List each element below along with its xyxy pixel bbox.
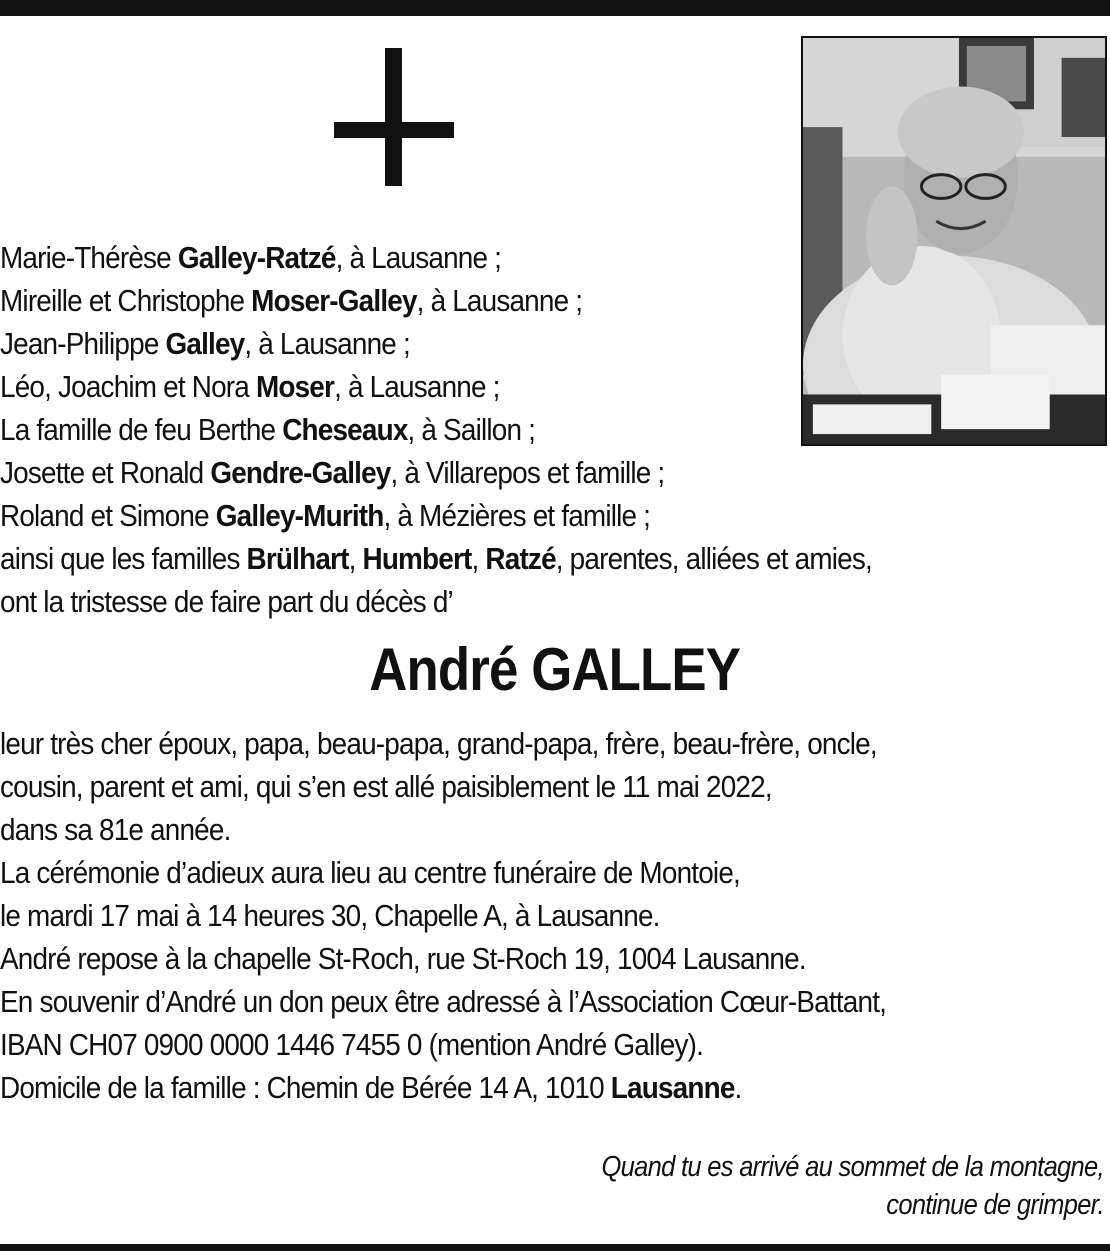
family-line: Josette et Ronald Gendre-Galley, à Villarepos et famille ; bbox=[0, 455, 665, 490]
family-line: Mireille et Christophe Moser-Galley, à Lausanne ; bbox=[0, 283, 583, 318]
family-list bbox=[0, 236, 872, 623]
body-line: En souvenir d’André un don peux être adressé à l’Association Cœur-Battant, bbox=[0, 984, 887, 1019]
family-line: Léo, Joachim et Nora Moser, à Lausanne ; bbox=[0, 369, 500, 404]
domicile-line: Domicile de la famille : Chemin de Bérée 14 A, 1010 Lausanne. bbox=[0, 1070, 742, 1105]
body-line: le mardi 17 mai à 14 heures 30, Chapelle A, à Lausanne. bbox=[0, 898, 660, 933]
top-border bbox=[0, 0, 1110, 16]
announce-line: ont la tristesse de faire part du décès d’ bbox=[0, 584, 453, 619]
quote-line: Quand tu es arrivé au sommet de la montagne, bbox=[601, 1151, 1104, 1183]
cross-icon bbox=[334, 48, 454, 186]
family-line: Jean-Philippe Galley, à Lausanne ; bbox=[0, 326, 410, 361]
body-line: cousin, parent et ami, qui s’en est allé paisiblement le 11 mai 2022, bbox=[0, 769, 772, 804]
deceased-name: André GALLEY bbox=[369, 636, 741, 703]
body-line: André repose à la chapelle St-Roch, rue St-Roch 19, 1004 Lausanne. bbox=[0, 941, 806, 976]
bottom-border bbox=[0, 1244, 1110, 1251]
family-line: Roland et Simone Galley-Murith, à Mézières et famille ; bbox=[0, 498, 651, 533]
body-line: leur très cher époux, papa, beau-papa, grand-papa, frère, beau-frère, oncle, bbox=[0, 726, 877, 761]
closing-quote bbox=[602, 1148, 1104, 1224]
body-line: dans sa 81e année. bbox=[0, 812, 231, 847]
body-line: La cérémonie d’adieux aura lieu au centre funéraire de Montoie, bbox=[0, 855, 740, 890]
family-line: Marie-Thérèse Galley-Ratzé, à Lausanne ; bbox=[0, 240, 502, 275]
obituary-body bbox=[0, 722, 886, 1109]
family-line: La famille de feu Berthe Cheseaux, à Saillon ; bbox=[0, 412, 536, 447]
quote-line: continue de grimper. bbox=[886, 1189, 1104, 1221]
body-line: IBAN CH07 0900 0000 1446 7455 0 (mention André Galley). bbox=[0, 1027, 704, 1062]
families-line: ainsi que les familles Brülhart, Humbert, Ratzé, parentes, alliées et amies, bbox=[0, 541, 872, 576]
